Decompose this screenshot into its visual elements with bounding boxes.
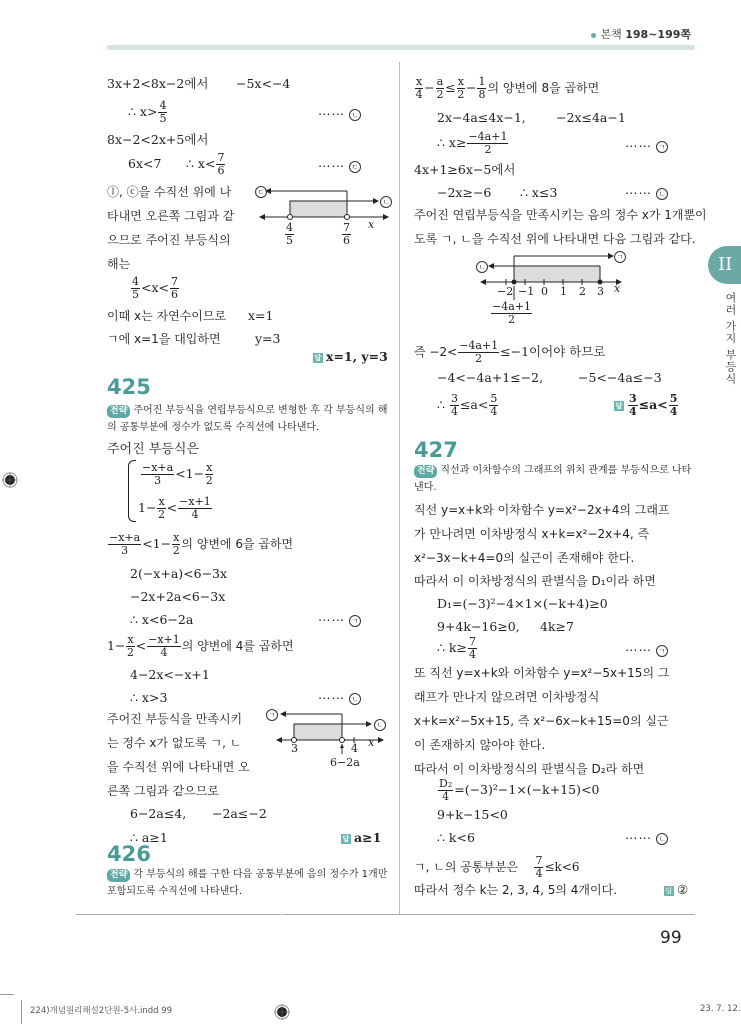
tick: 0 <box>541 285 548 298</box>
date-slug: 23. 7. 12. <box>700 1004 741 1014</box>
crop-mark <box>0 994 14 995</box>
axis-label: x <box>368 218 375 231</box>
arrow-label: 6−2a <box>330 756 360 769</box>
line: 4k≥7 <box>540 619 574 634</box>
paragraph-line: 래프가 만나지 않으려면 이차방정식 <box>414 690 600 704</box>
line: 4−2x<−x+1 <box>130 667 210 682</box>
ref-mark: ⋯⋯ ㄱ <box>318 612 361 628</box>
line: 2(−x+a)<6−3x <box>130 566 228 581</box>
line: $\frac{\text{D₂}}{4}$ =(−3)²−1×(−k+15)<0 <box>439 777 600 803</box>
line: 따라서 정수 k는 2, 3, 4, 5의 4개이다. <box>414 883 618 897</box>
line: ∴ x<6−2a <box>130 612 194 627</box>
page-reference: 본책 198~199쪽 <box>591 26 691 42</box>
paragraph-line: 가 만나려면 이차방정식 x+k=x²−2x+4, 즉 <box>414 527 650 541</box>
line: ㄱ, ㄴ의 공통부분은 $\frac{7}{4}$ ≤k<6 <box>414 854 580 880</box>
line: $\frac{x}{4}$ − $\frac{a}{2}$ ≤ $\frac{x}{2}$ − $\frac{1}{8}$ 의 양변에 8을 곱하면 <box>415 75 600 101</box>
line: ∴ $\frac{3}{4}$ ≤a< $\frac{5}{4}$ <box>437 392 498 418</box>
line: −2x≤4a−1 <box>556 110 626 125</box>
paragraph-line: 직선 y=x+k와 이차함수 y=x²−2x+4의 그래프 <box>414 503 670 517</box>
line: D₁=(−3)²−4×1×(−k+4)≥0 <box>437 596 608 611</box>
label-l: ㄴ <box>380 196 392 208</box>
line: 2x−4a≤4x−1, <box>437 110 526 125</box>
line: ∴ x≥ $\frac{-4a+1}{2}$ <box>437 130 508 156</box>
paragraph-line: x+k=x²−5x+15, 즉 x²−6x−k+15=0의 실근 <box>414 714 669 728</box>
label-a: ㄱ <box>614 251 626 263</box>
line: 1− $\frac{x}{2}$ < $\frac{-x+1}{4}$ 의 양변에 4를 곱하면 <box>107 633 294 659</box>
tick: −1 <box>518 285 535 298</box>
answer: 답 a≥1 <box>342 830 382 845</box>
line: 9+k−15<0 <box>437 807 508 822</box>
label-b: ㄴ <box>374 719 386 731</box>
line: y=3 <box>255 331 281 346</box>
line: 3x+2<8x−2에서 <box>107 76 209 91</box>
number-line-figure-2 <box>268 708 388 758</box>
tick: 2 <box>579 285 586 298</box>
line: 주어진 부등식은 <box>107 442 200 457</box>
line: ∴ k≥ $\frac{7}{4}$ <box>437 635 476 661</box>
line: $\frac{-x+a}{3}$ <1− $\frac{x}{2}$ 의 양변에 6을 곱하면 <box>109 531 294 557</box>
line: −4<−4a+1≤−2, <box>437 370 544 385</box>
axis-label: x <box>368 736 375 749</box>
chapter-tab: II <box>708 246 741 284</box>
answer: 답 x=1, y=3 <box>314 349 388 364</box>
paragraph-line: 는 정수 x가 없도록 ㄱ, ㄴ <box>107 736 242 750</box>
system-eq-2: 1− $\frac{x}{2}$ < $\frac{-x+1}{4}$ <box>138 495 211 521</box>
paragraph-line: 을 수직선 위에 나타내면 오 <box>107 760 250 774</box>
line: −5x<−4 <box>236 76 291 91</box>
system-eq-1: $\frac{-x+a}{3}$ <1− $\frac{x}{2}$ <box>142 461 213 487</box>
tick-4-5: 4 5 <box>286 221 293 247</box>
ref-mark: ⋯⋯ ㄱ <box>625 138 668 154</box>
label-a: ㄱ <box>266 709 278 721</box>
line: 9+4k−16≥0, <box>437 619 520 634</box>
line: 즉 −2< $\frac{-4a+1}{2}$ ≤−1이어야 하므로 <box>414 339 606 365</box>
paragraph-line: 또 직선 y=x+k와 이차함수 y=x²−5x+15의 그 <box>414 666 670 680</box>
line: 4x+1≥6x−5에서 <box>414 162 516 177</box>
chapter-title: 여러 가지 부등식 <box>724 292 737 385</box>
ref-mark: ⋯⋯ ㄴ <box>318 106 361 122</box>
line: ∴ x< $\frac{7}{6}$ <box>186 151 225 177</box>
line: −2a≤−2 <box>212 806 267 821</box>
line: 6x<7 <box>128 156 162 171</box>
ref-mark: ⋯⋯ ㄴ <box>625 185 668 201</box>
ref-mark: ⋯⋯ ㄱ <box>625 642 668 658</box>
paragraph-line: 으므로 주어진 부등식의 <box>107 233 231 247</box>
problem-number-427: 427 <box>414 438 458 462</box>
number-line-figure-3 <box>470 250 630 300</box>
header-bar <box>107 45 695 50</box>
tick-7-6: 7 6 <box>343 221 350 247</box>
label-b: ㄴ <box>476 261 488 273</box>
paragraph-line: x²−3x−k+4=0의 실근이 존재해야 한다. <box>414 551 635 565</box>
strategy-427: 전략 직선과 이차함수의 그래프의 위치 관계를 부등식으로 나타 낸다. <box>414 465 692 493</box>
tick: −2 <box>497 285 514 298</box>
line: ∴ x≤3 <box>520 185 558 200</box>
strategy-425: 전략 주어진 부등식을 연립부등식으로 변형한 후 각 부등식의 해 의 공통부분에 정수가 없도록 수직선에 나타낸다. <box>107 405 388 433</box>
problem-number-426: 426 <box>107 842 151 866</box>
footer-rule <box>76 914 281 915</box>
file-slug: 224)개념원리해설2단원-5사.indd 99 <box>30 1006 173 1016</box>
arrow-label: −4a+1 2 <box>492 300 531 326</box>
registration-mark-icon <box>2 472 18 488</box>
line: −2x≥−6 <box>437 185 492 200</box>
solution-line: $\frac{4}{5}$ <x< $\frac{7}{6}$ <box>132 275 178 301</box>
tick: 3 <box>597 285 604 298</box>
paragraph-line: 이 존재하지 않아야 한다. <box>414 738 546 752</box>
line: ∴ x> $\frac{4}{5}$ <box>128 99 167 125</box>
paragraph-line: 따라서 이 이차방정식의 판별식을 D₁이라 하면 <box>414 574 656 588</box>
tick-4: 4 <box>351 742 358 755</box>
paragraph-line: ⓛ, ⓒ을 수직선 위에 나 <box>107 185 232 199</box>
line: ∴ k<6 <box>437 830 475 845</box>
registration-mark-icon <box>274 1004 290 1020</box>
problem-number-425: 425 <box>107 375 151 399</box>
footer-rule <box>282 914 695 915</box>
paragraph-line: 주어진 연립부등식을 만족시키는 음의 정수 x가 1개뿐이 <box>414 208 707 222</box>
ref-mark: ⋯⋯ ㄷ <box>318 158 361 174</box>
tick-3: 3 <box>291 742 298 755</box>
column-divider <box>399 62 400 914</box>
bullet-icon <box>591 33 596 38</box>
line: −5<−4a≤−3 <box>578 370 662 385</box>
axis-label: x <box>614 282 621 295</box>
paragraph-line: 타내면 오른쪽 그림과 같 <box>107 209 235 223</box>
line: ㄱ에 x=1을 대입하면 <box>107 332 221 346</box>
paragraph-line: 른쪽 그림과 같으므로 <box>107 784 219 798</box>
paragraph-line: 도록 ㄱ, ㄴ을 수직선 위에 나타내면 다음 그림과 같다. <box>414 232 696 246</box>
line: −2x+2a<6−3x <box>130 589 226 604</box>
paragraph-line: 따라서 이 이차방정식의 판별식을 D₂라 하면 <box>414 762 645 776</box>
crop-mark <box>21 1000 22 1024</box>
line: ∴ x>3 <box>130 690 168 705</box>
line: ∴ a≥1 <box>130 830 168 845</box>
paragraph-line: 해는 <box>107 257 131 271</box>
brace-icon <box>128 460 136 522</box>
page-number: 99 <box>660 928 682 948</box>
answer: 답 $\frac{3}{4}$ ≤a< $\frac{5}{4}$ <box>615 392 678 418</box>
line: 이때 x는 자연수이므로 <box>107 309 227 323</box>
label-c: ㄷ <box>255 186 267 198</box>
answer: 답 ② <box>665 882 689 897</box>
line: 8x−2<2x+5에서 <box>107 132 209 147</box>
tick: 1 <box>560 285 567 298</box>
strategy-426: 전략 각 부등식의 해를 구한 다음 공통부분에 음의 정수가 1개만 포함되도록 수직선에 나타낸다. <box>107 869 388 897</box>
line: x=1 <box>248 308 274 323</box>
paragraph-line: 주어진 부등식을 만족시키 <box>107 712 243 726</box>
ref-mark: ⋯⋯ ㄴ <box>625 830 668 846</box>
line: 6−2a≤4, <box>130 806 187 821</box>
ref-mark: ⋯⋯ ㄴ <box>318 690 361 706</box>
